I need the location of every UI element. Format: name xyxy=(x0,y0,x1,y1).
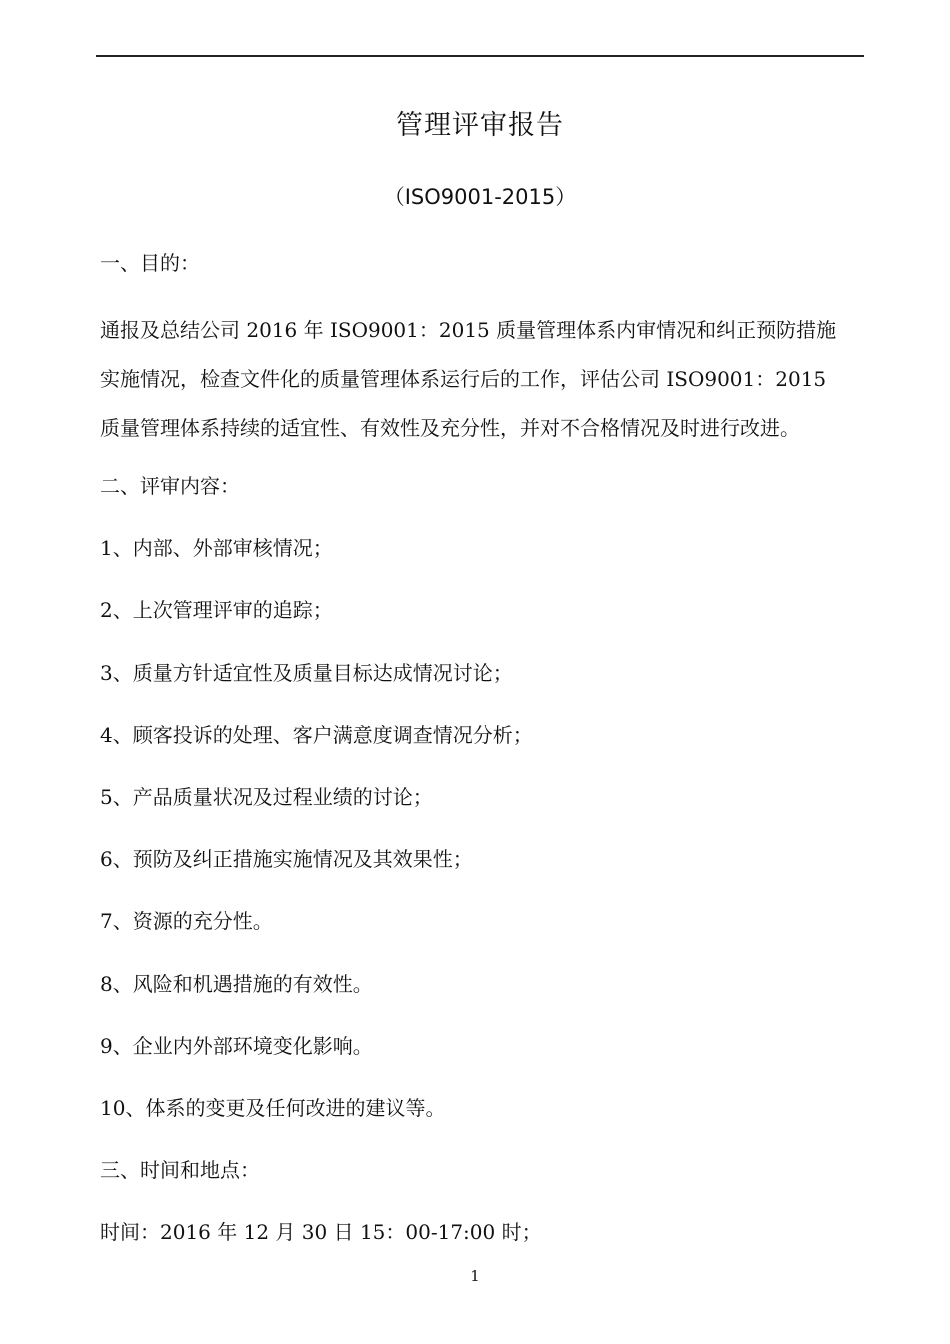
purpose-line: 实施情况，检查文件化的质量管理体系运行后的工作，评估公司 ISO9001：2015 xyxy=(100,367,827,391)
review-item: 5、产品质量状况及过程业绩的讨论； xyxy=(100,785,433,809)
review-item: 9、企业内外部环境变化影响。 xyxy=(100,1034,373,1058)
section-heading-time-place: 三、时间和地点： xyxy=(100,1158,260,1182)
review-item: 4、顾客投诉的处理、客户满意度调查情况分析； xyxy=(100,723,533,747)
header-rule xyxy=(96,55,864,57)
purpose-paragraph xyxy=(100,306,864,453)
review-item: 2、上次管理评审的追踪； xyxy=(100,598,333,622)
review-item: 6、预防及纠正措施实施情况及其效果性； xyxy=(100,847,473,871)
review-item: 10、体系的变更及任何改进的建议等。 xyxy=(100,1096,446,1120)
document-title: 管理评审报告 xyxy=(396,110,564,141)
section-heading-review-content: 二、评审内容： xyxy=(100,474,240,498)
purpose-line: 质量管理体系持续的适宜性、有效性及充分性，并对不合格情况及时进行改进。 xyxy=(100,416,800,440)
review-item: 3、质量方针适宜性及质量目标达成情况讨论； xyxy=(100,661,513,685)
section-heading-purpose: 一、目的： xyxy=(100,251,200,275)
meeting-time: 时间：2016 年 12 月 30 日 15：00-17:00 时； xyxy=(100,1220,542,1244)
review-item: 7、资源的充分性。 xyxy=(100,909,273,933)
page-number: 1 xyxy=(470,1267,480,1285)
document-subtitle: （ISO9001-2015） xyxy=(383,185,577,209)
purpose-line: 通报及总结公司 2016 年 ISO9001：2015 质量管理体系内审情况和纠正预防措施 xyxy=(100,318,837,342)
review-item: 1、内部、外部审核情况； xyxy=(100,536,333,560)
review-item: 8、风险和机遇措施的有效性。 xyxy=(100,972,373,996)
